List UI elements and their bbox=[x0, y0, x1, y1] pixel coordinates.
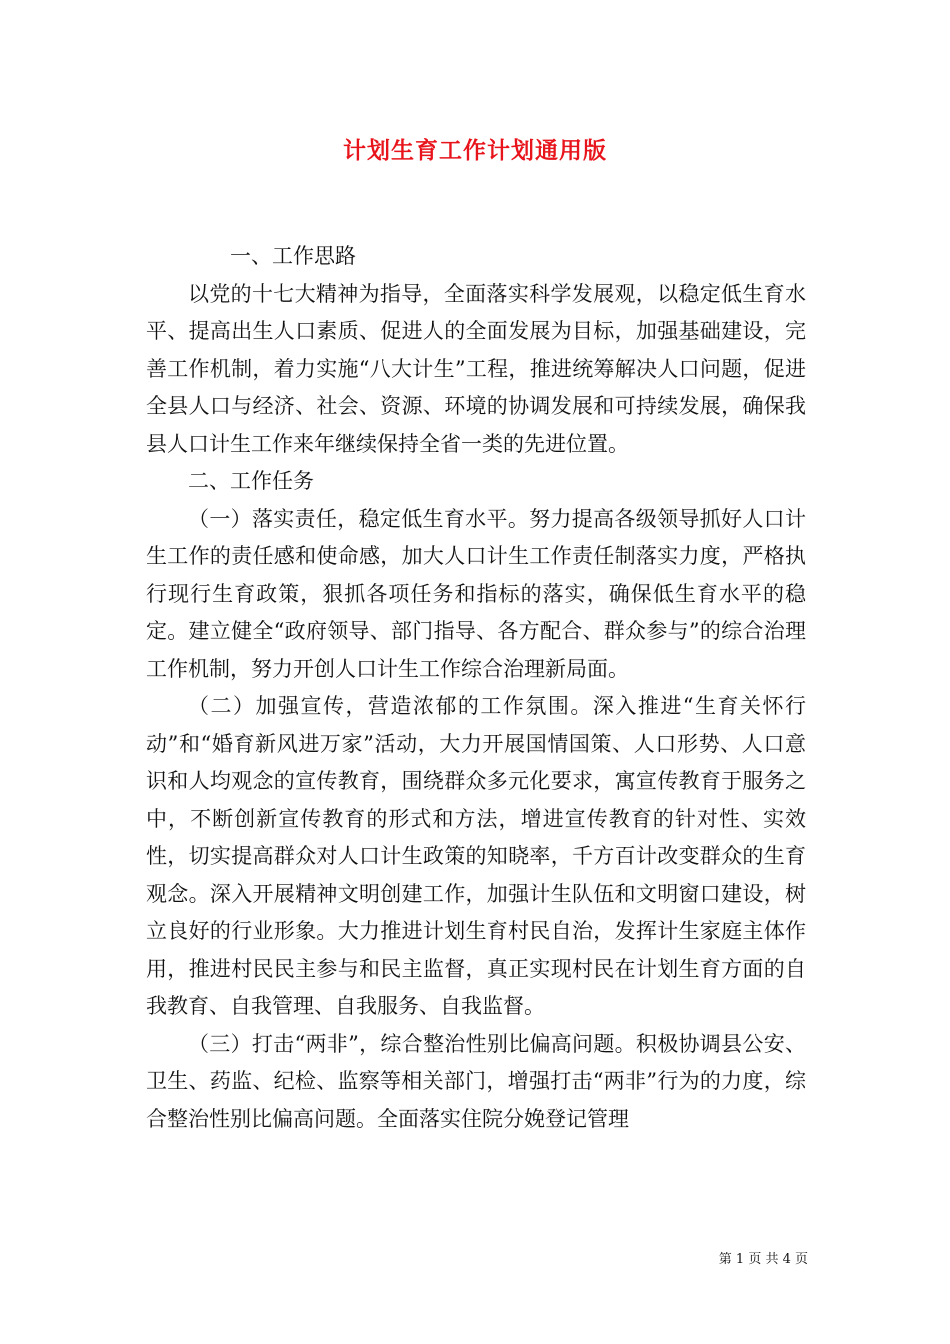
document-title: 计划生育工作计划通用版 bbox=[343, 137, 607, 164]
paragraph-task-1: （一）落实责任，稳定低生育水平。努力提高各级领导抓好人口计生工作的责任感和使命感，加大人口计生工作责任制落实力度，严格执行现行生育政策，狠抓各项任务和指标的落实，确保低生育水平的稳定。建立健全“政府领导、部门指导、各方配合、群众参与”的综合治理工作机制，努力开创人口计生工作综合治理新局面。 bbox=[146, 506, 806, 681]
page-number-footer: 第 1 页 共 4 页 bbox=[718, 1252, 808, 1267]
paragraph-thinking: 以党的十七大精神为指导，全面落实科学发展观，以稳定低生育水平、提高出生人口素质、促进人的全面发展为目标，加强基础建设，完善工作机制，着力实施“八大计生”工程，推进统筹解决人口问题，促进全县人口与经济、社会、资源、环境的协调发展和可持续发展，确保我县人口计生工作来年继续保持全省一类的先进位置。 bbox=[146, 281, 806, 456]
document-body bbox=[146, 238, 806, 1138]
section-heading-tasks: 二、工作任务 bbox=[188, 469, 314, 493]
paragraph-task-3: （三）打击“两非”，综合整治性别比偏高问题。积极协调县公安、卫生、药监、纪检、监察等相关部门，增强打击“两非”行为的力度，综合整治性别比偏高问题。全面落实住院分娩登记管理 bbox=[146, 1031, 806, 1131]
paragraph-task-2: （二）加强宣传，营造浓郁的工作氛围。深入推进“生育关怀行动”和“婚育新风进万家”活动，大力开展国情国策、人口形势、人口意识和人均观念的宣传教育，围绕群众多元化要求，寓宣传教育于服务之中，不断创新宣传教育的形式和方法，增进宣传教育的针对性、实效性，切实提高群众对人口计生政策的知晓率，千方百计改变群众的生育观念。深入开展精神文明创建工作，加强计生队伍和文明窗口建设，树立良好的行业形象。大力推进计划生育村民自治，发挥计生家庭主体作用，推进村民民主参与和民主监督，真正实现村民在计划生育方面的自我教育、自我管理、自我服务、自我监督。 bbox=[146, 694, 806, 1018]
section-heading-thinking: 一、工作思路 bbox=[230, 244, 356, 268]
